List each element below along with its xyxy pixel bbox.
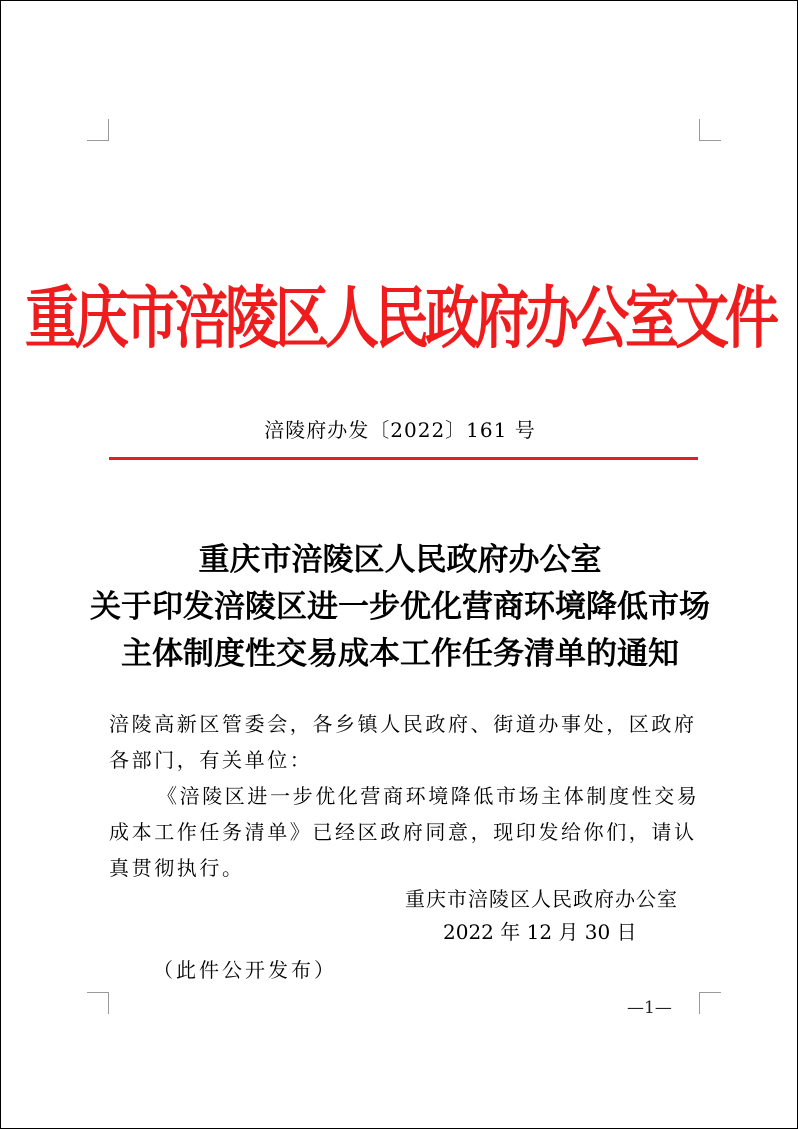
notice-title-line-1: 重庆市涪陵区人民政府办公室 (198, 542, 602, 578)
red-divider-line (109, 457, 698, 460)
page-number: —1— (627, 998, 672, 1018)
public-release-note: （此件公开发布） (153, 958, 337, 982)
document-number: 涪陵府办发〔2022〕161 号 (264, 418, 536, 442)
masthead-title: 重庆市涪陵区人民政府办公室文件 (25, 279, 775, 358)
notice-title (61, 537, 739, 678)
recipients-line: 涪陵高新区管委会，各乡镇人民政府、街道办事处，区政府各部门，有关单位： (109, 712, 697, 772)
notice-title-line-3: 主体制度性交易成本工作任务清单的通知 (121, 636, 679, 672)
signing-date: 2022 年 12 月 30 日 (443, 920, 637, 944)
body-paragraph: 《涪陵区进一步优化营商环境降低市场主体制度性交易成本工作任务清单》已经区政府同意，现印发给你们，请认真贯彻执行。 (109, 784, 700, 880)
notice-body (109, 706, 701, 886)
signing-organization: 重庆市涪陵区人民政府办公室 (405, 887, 678, 911)
notice-title-line-2: 关于印发涪陵区进一步优化营商环境降低市场 (90, 589, 710, 625)
